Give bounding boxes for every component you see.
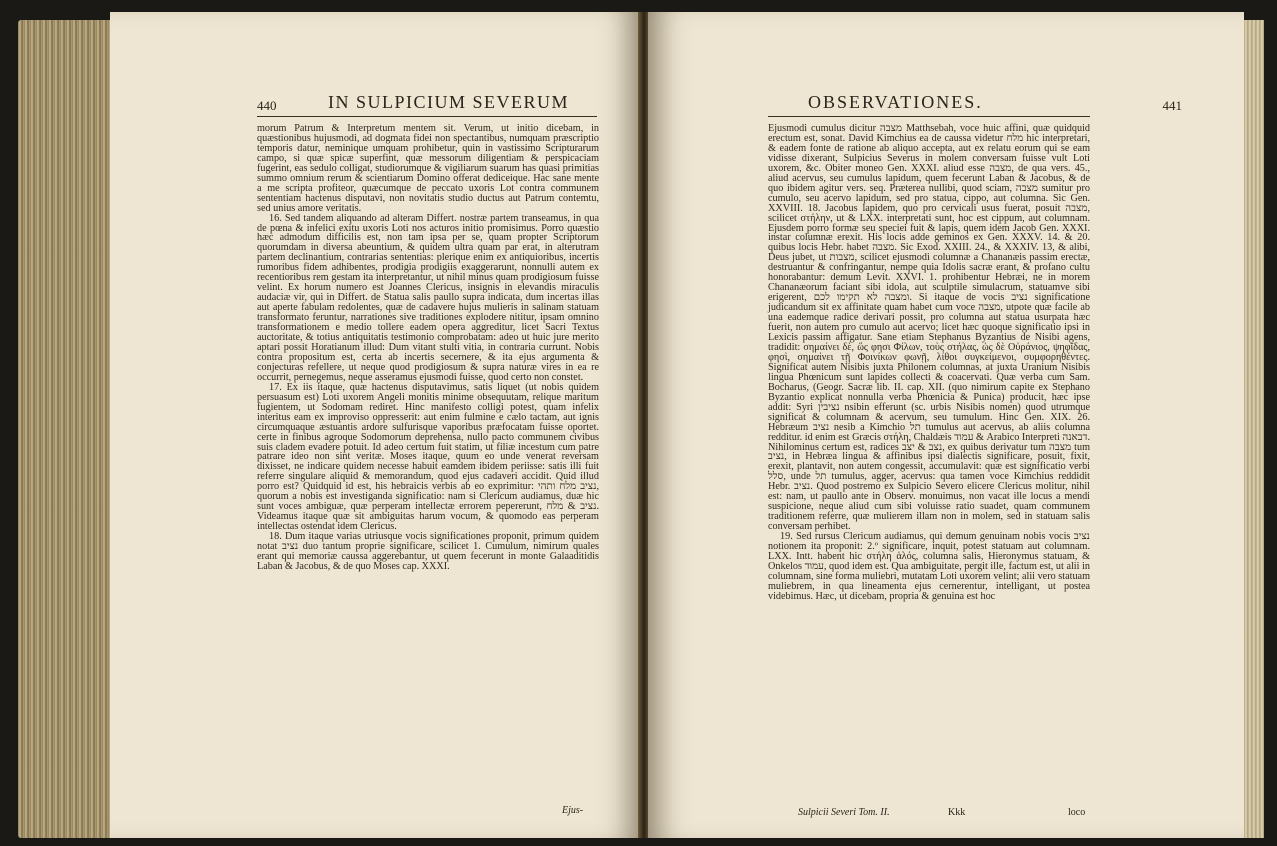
- catchword: loco: [1068, 807, 1086, 818]
- open-book: [18, 6, 1264, 842]
- paragraph: 19. Sed rursus Clericum audiamus, qui demum genuinam nobis vocis נציב notionem ita proponit: 2.º significare, inquit, potest statuam aut columnam. LXX. Intt. habent hic στήλη ἁλός, columna salis, Hieronymus statuam, & Onkelos עמוד, quod idem est. Qua ambiguitate, pergit ille, factum est, ut alii in columnam, sine forma muliebri, mutatam Loti uxorem velint; alii vero statuam muliebrem, in qua lineamenta ejus cernerentur, intelligant, ut postea videbimus. Hæc, ut dicebam, propria & genuina est hoc: [768, 531, 1090, 602]
- paragraph: morum Patrum & Interpretum mentem sit. Verum, ut initio dicebam, in quæstionibus hujusmodi, ad dogmata fidei non spectantibus, numquam præscriptio temporis datur, neminique umquam prohibetur, quin in vastissimo Scripturarum campo, si quæ spicæ superfint, quæ messorum diligentiam & perspicaciam fugerint, eas sedulo colligat, studiorumque & vigiliarum suarum has quasi primitias summo omnium rerum & scientiarum Domino offerat dediceique. Hac sane mente a me scripta profiteor, quæcumque de peccato uxoris Lot contra communem sententiam hactenus disputavi, non novitatis studio ductus aut Patrum contemtu, sed unius amore veritatis.: [257, 123, 599, 214]
- paragraph: Ejusmodi cumulus dicitur מצבה Matthsebah, voce huic affini, quæ quidquid erectum est, sonat. David Kimchius ea de caussa videtur מלח hic interpretari, & eadem fonte de ratione ab aliquo accepta, aut ex relatu eorum qui se eam vidisse dixerant, Sulpicius Severus in molem conversam fuisse vult Loti uxorem, &c. Obiter moneo Gen. XXXI. aliud esse מצבה, de qua vers. 45., aliud acervus, seu cumulus lapidum, quem fecerunt Laban & Jacobus, & de quo ibidem agitur vers. seq. Præterea nullibi, quod sciam, מצבה sumitur pro cumulo, seu acervo lapidum, sed pro statua, cippo, aut columna. Sic Gen. XXVIII. 18. Jacobus lapidem, quo pro cervicali usus fuerat, posuit מצבה, scilicet στήλην, ut & LXX. interpretati sunt, hoc est cippum, aut columnam. Ejusdem porro formæ seu speciei fuit & lapis, quem idem Jacob Gen. XXXI. instar columnæ erexit. His locis adde geminos ex Gen. XXXV. 14. & 20. quibus locis Hebr. habet מצבה. Sic Exod. XXIII. 24., & XXXIV. 13, & alibi, Deus jubet, ut מצבות, scilicet ejusmodi columnæ a Chananæis passim erectæ, destruantur & confringantur, nempe quia Idolis sacræ erant, & profano cultu honorabantur: demum Levit. XXVI. 1. prohibentur Hebræi, ne in morem Chananæorum faciant sibi idola, aut sculptile simulacrum, statuamve sibi erigerent, ומצבה לא תקימו לכם. Si itaque de vocis נציב significatione judicandum sit ex affinitate quam habet cum voce מצבה, utpote quæ facile ab una eademque radice derivari possit, pro columna aut statua usurpata hæc fuerit, non autem pro cumulo aut acervo; licet hæc quoque significatio ipsi in Lexicis passim affigatur. Sane etiam Stephanus Byzantius de Nisibi agens, tradidit: σημαίνει δὲ, ὥς φησι Φίλων, τοὺς στήλας, ὡς δὲ Οὐράνιος, ψηφῖδας, φησὶ, σημαίνει τῇ Φοινίκων φωνῇ, λίθοι συγκείμενοι, συμφορηθέντες. Significat autem Nisibis juxta Philonem columnas, at juxta Uranium Nisibis lingua Phœnicum sunt lapides collecti & coacervati. Quæ verba cum Sam. Bocharus, (Geogr. Sacræ lib. II. cap. XII. (quo nimirum capite ex Stephano Byzantio explicat nonnulla verba Phœnicia & Punica) producit, hæc ipse addit: Syri נציבין nsibin efferunt (sc. urbis Nisibis nomen) quod utrumque significat & columnam & acervum, seu tumulum. Hinc Gen. XIX. 26. Hebræum נציב nesib a Kimchio תל tumulus aut acervus, ab aliis columna redditur. id enim est Græcis στήλη, Chaldæis עמוד & Arabico Interpreti דבאנה. Nihilominus certum est, radices נצב & יצב, ex quibus derivatur tum מצבה tum נציב, in Hebræa lingua & affinibus ipsi dialectis significare, posuit, fixit, erexit, plantavit, non autem congessit, accumulavit: quæ est significatio verbi סלל, unde תל tumulus, agger, acervus: qua tamen voce Kimchius reddidit Hebr. נציב. Quod postremo ex Sulpicio Severo elicere Clericus molitur, nihil est: nam, ut paullo ante in Observ. monuimus, non vacat ille locus a mendi suspicione, neque aliud cum sibi voluisse ratio suadet, quam communem traditionem referre, quæ mulierem illam non in molem, sed in statuam salis conversam perhibet.: [768, 123, 1091, 533]
- left-page: [110, 12, 640, 838]
- header-rule: [768, 116, 1090, 117]
- paragraph: 16. Sed tandem aliquando ad alteram Differt. nostræ partem transeamus, in qua de pœna & infelici exitu uxoris Loti nos acturos initio promisimus. Porro quæstio hæc admodum difficilis est, non tam ipsa per se, quam propter Scriptorum quorumdam in diversa abeuntium, & quidem ultra quam par erat, in alterutram partem declinantium, contrarias sententias: plerique enim ex antiquioribus, incertis rumoribus fidem adhibentes, prodigia prodigiis exaggerarunt, nonnulli autem ex recentioribus rem gestam ita interpretantur, ut nihil minus quam prodigiosum fuisse velint. Ex horum numero est Joannes Clericus, insignis in elevandis miraculis audaciæ vir, qui in Differt. de Statua salis paullo supra indicata, dum incertas illas aut aperte fabulam redolentes, quæ de cadavere hujus mulieris in salinam statuam transformato feruntur, narrationes sive traditiones explodere nititur, ipsam omnino transformationem e medio tollere eadem opera aggreditur, licet Sacri Textus auctoritate, & totius antiquitatis testimonio comprobatam: adeo ut huic jure merito aptari possit Horatianum illud: Dum vitant stulti vitia, in contraria currunt. Nobis contra propositum est, certa ab incertis secernere, & ita ejus argumenta & conjecturas refellere, ut neque quod prodigiosum & supra naturæ vires in ea re occurrit, pernegemus, neque asseramus ejusmodi fuisse, quod certo non constet.: [257, 212, 599, 383]
- header-rule: [257, 116, 597, 117]
- paragraph: 17. Ex iis itaque, quæ hactenus disputavimus, satis liquet (ut nobis quidem persuasum est) Loti uxorem Angeli monitis minime obsequutam, relique maritum fugientem, ut Sodomam rediret. Hinc manifesto colligi potest, quam infelix interitus eam ex improviso oppresserit: aut enim fulmine e cælo tactam, aut ignis circumquaque æstuantis ardore sulfurisque vaporibus præfocatam fuisse oportet. certe in finibus agroque Sodomorum deprehensa, nullo pacto communem civibus suis cladem evadere potuit. Id adeo certum fuit statim, ut filiæ incestum cum patre patrare ideo non sint veritæ. Moses itaque, quum eo unde venerat reversam dixisset, ne indicare quidem necesse habuit eamdem ibidem periisse: satis illi fuit referre singulare aliquid & memorandum, quod ejus cadaveri accidit. Quid illud porro est? Quidquid id est, his hebraicis verbis ab eo exprimitur: נציב מלח ותהי, quorum a nobis est investiganda significatio: nam si Clericum audiamus, duæ hic sunt voces ambiguæ, quæ perperam intellectæ errorem pepererunt, נציב & מלח. Videamus itaque quæ sit ambiguitas harum vocum, & quomodo eas perperam intellectas ostendat idem Clericus.: [257, 381, 599, 533]
- page-edges-left: [18, 20, 110, 838]
- right-page: [648, 12, 1244, 838]
- running-title: OBSERVATIONES.: [808, 92, 983, 112]
- body-text: [768, 124, 1090, 602]
- signature-mark: Kkk: [948, 807, 966, 818]
- paragraph: 18. Dum itaque varias utriusque vocis significationes proponit, primum quidem notat נציב duo tantum proprie significare, scilicet 1. Cumulum, nimirum quales erant qui memoriæ caussa aggerebantur, ut quem fecerunt in monte Galaaditidis Laban & Jacobus, & de quo Moses cap. XXXI.: [257, 531, 599, 572]
- signature-line: Sulpicii Severi Tom. II.: [798, 807, 890, 818]
- page-number: 440: [257, 98, 277, 113]
- page-number: 441: [1162, 98, 1182, 113]
- catchword: Ejus-: [562, 805, 584, 816]
- body-text: [257, 124, 599, 572]
- page-edges-right: [1244, 20, 1264, 838]
- running-title: IN SULPICIUM SEVERUM: [328, 92, 570, 112]
